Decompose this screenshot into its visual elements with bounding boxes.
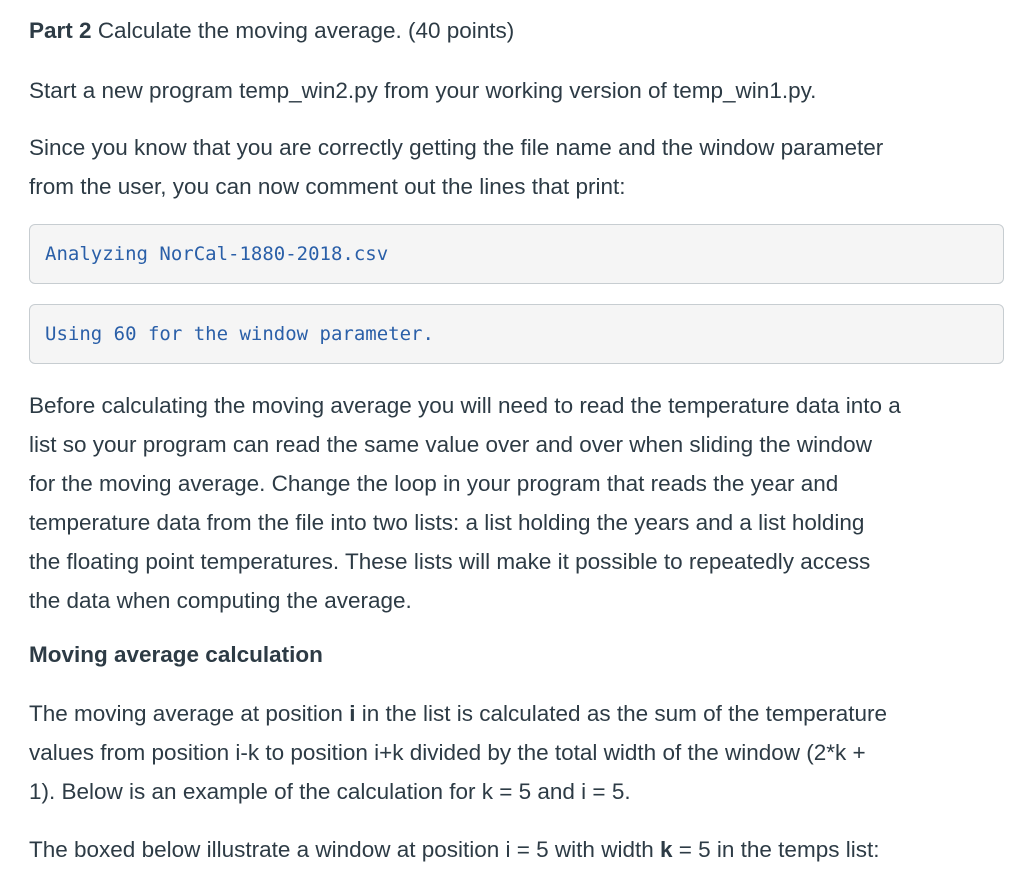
moving-average-paragraph — [29, 694, 1004, 811]
code-block-analyzing — [29, 224, 1004, 284]
window-illustration-paragraph — [29, 830, 1004, 869]
code-text: Using 60 for the window parameter. — [45, 323, 434, 345]
paragraph-line: the data when computing the average. — [29, 588, 412, 613]
paragraph-line: Before calculating the moving average you will need to read the temperature data into a — [29, 393, 901, 418]
code-text: Analyzing NorCal-1880-2018.csv — [45, 243, 389, 265]
paragraph-line: temperature data from the file into two lists: a list holding the years and a list holding — [29, 510, 865, 535]
text-run: The moving average at position — [29, 701, 350, 726]
instructions-paragraph — [29, 128, 1004, 206]
paragraph-line: the floating point temperatures. These lists will make it possible to repeatedly access — [29, 549, 871, 574]
paragraph-line: values from position i-k to position i+k divided by the total width of the window (2*k + — [29, 740, 866, 765]
paragraph-line: for the moving average. Change the loop in your program that reads the year and — [29, 471, 839, 496]
paragraph-line: Since you know that you are correctly getting the file name and the window parameter — [29, 135, 884, 160]
intro-paragraph: Start a new program temp_win2.py from your working version of temp_win1.py. — [29, 78, 817, 103]
paragraph-line: from the user, you can now comment out the lines that print: — [29, 174, 626, 199]
paragraph-line: list so your program can read the same value over and over when sliding the window — [29, 432, 872, 457]
text-run: The boxed below illustrate a window at position i = 5 with width — [29, 837, 660, 862]
lists-paragraph — [29, 386, 1014, 620]
text-run: in the list is calculated as the sum of the temperature — [355, 701, 887, 726]
bold-term: k — [659, 837, 673, 862]
paragraph-line — [29, 830, 1004, 869]
part-label: Part 2 — [29, 18, 92, 43]
paragraph-line — [29, 694, 1004, 733]
part-heading — [29, 14, 514, 48]
part-title: Calculate the moving average. (40 points) — [97, 18, 515, 43]
code-block-window-parameter — [29, 304, 1004, 364]
section-subheading: Moving average calculation — [29, 642, 323, 667]
bold-term: i — [349, 701, 356, 726]
text-run: = 5 in the temps list: — [672, 837, 880, 862]
paragraph-line: 1). Below is an example of the calculation for k = 5 and i = 5. — [29, 779, 631, 804]
